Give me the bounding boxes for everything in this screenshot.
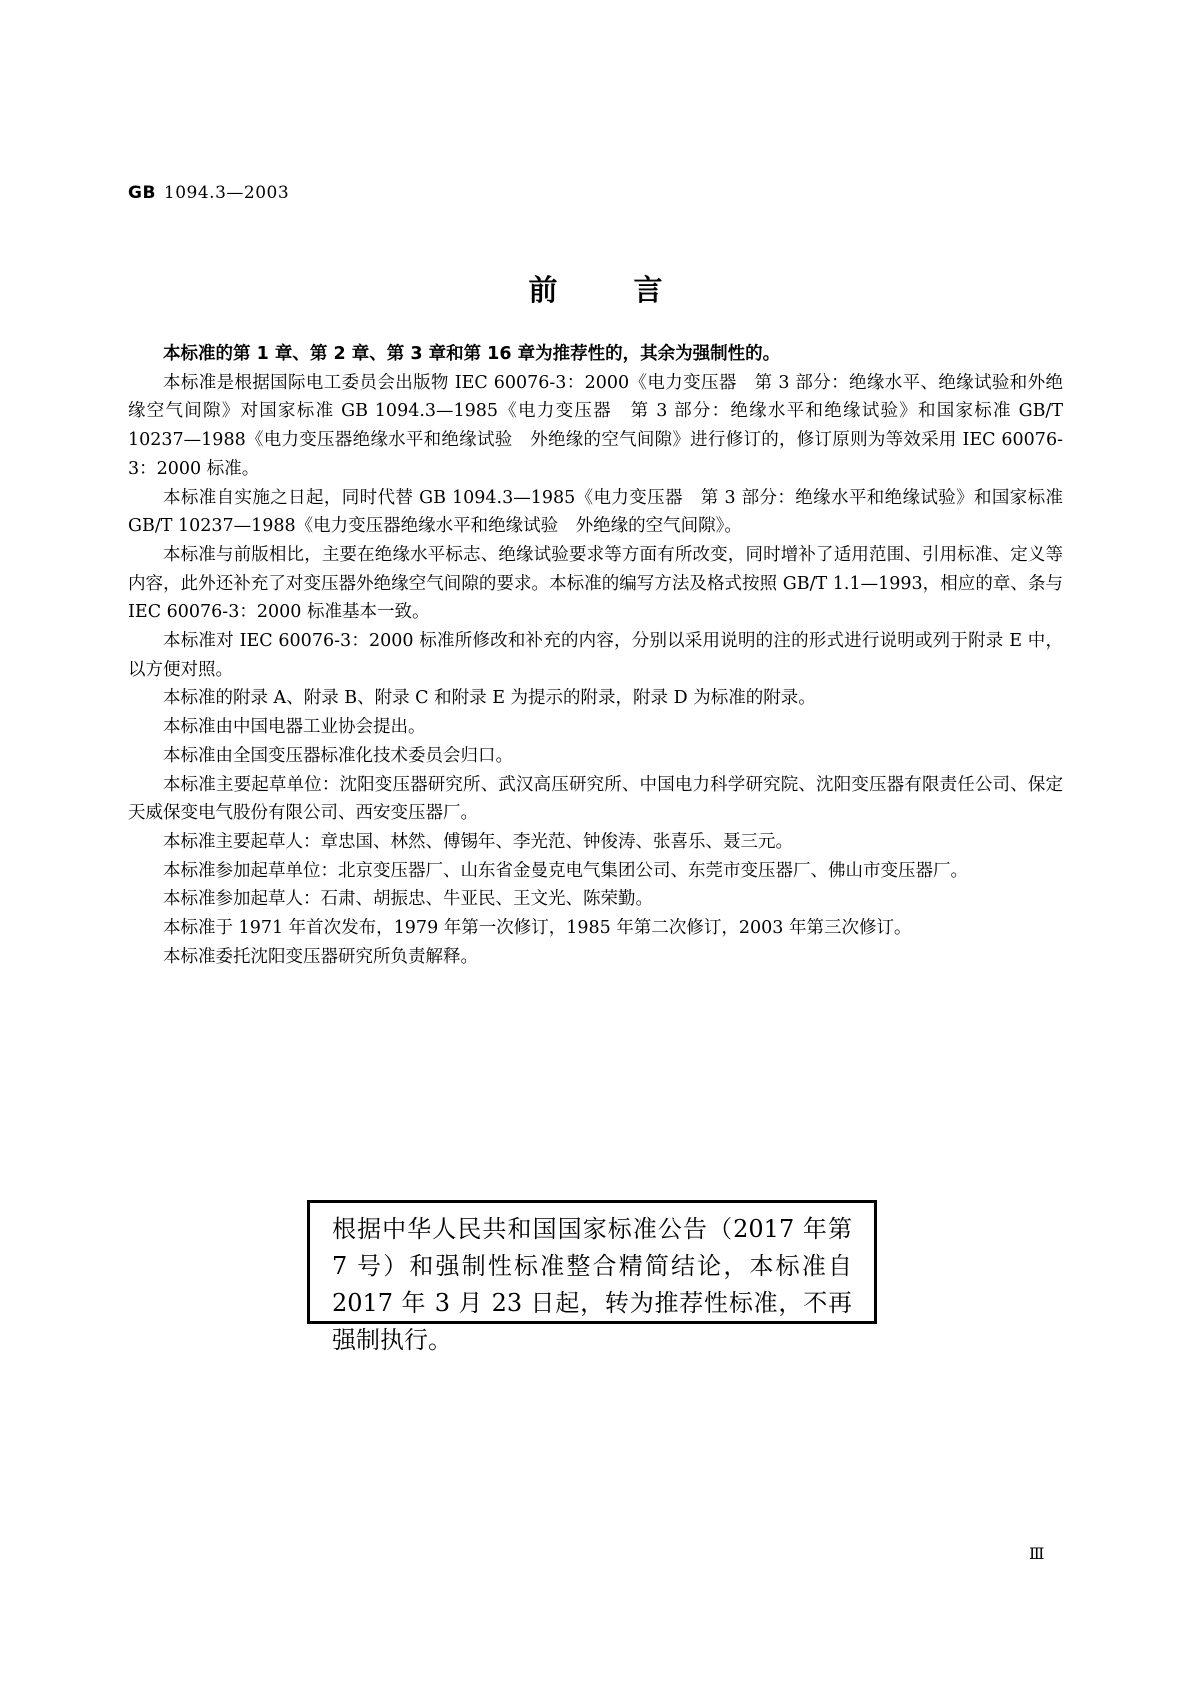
page-title: 前言 [528,273,739,307]
page-number: Ⅲ [1029,1544,1045,1563]
paragraph-interpretation: 本标准委托沈阳变压器研究所负责解释。 [163,946,478,967]
standard-number: 1094.3—2003 [163,183,290,203]
foreword-body [128,340,1063,971]
paragraph-modifications: 本标准对 IEC 60076-3：2000 标准所修改和补充的内容，分别以采用说明的注的形式进行说明或列于附录 E 中，以方便对照。 [128,631,1063,680]
paragraph-participating-units: 本标准参加起草单位：北京变压器厂、山东省金曼克电气集团公司、东莞市变压器厂、佛山市变压器厂。 [163,860,968,881]
paragraph-mandatory-scope: 本标准的第 1 章、第 2 章、第 3 章和第 16 章为推荐性的，其余为强制性的。 [163,344,781,364]
paragraph-participating-drafters: 本标准参加起草人：石肃、胡振忠、牛亚民、王文光、陈荣勤。 [163,889,653,910]
paragraph-committee: 本标准由全国变压器标准化技术委员会归口。 [163,745,513,766]
notice-box: 根据中华人民共和国国家标准公告（2017 年第 7 号）和强制性标准整合精简结论，本标准自 2017 年 3 月 23 日起，转为推荐性标准，不再强制执行。 [307,1200,877,1324]
paragraph-annexes: 本标准的附录 A、附录 B、附录 C 和附录 E 为提示的附录，附录 D 为标准的附录。 [163,688,816,709]
paragraph-history: 本标准于 1971 年首次发布，1979 年第一次修订，1985 年第二次修订，2003 年第三次修订。 [163,918,912,939]
paragraph-basis: 本标准是根据国际电工委员会出版物 IEC 60076-3：2000《电力变压器 第 3 部分：绝缘水平、绝缘试验和外绝缘空气间隙》对国家标准 GB 1094.3—1985《电力变压器 第 3 部分：绝缘水平和绝缘试验》和国家标准 GB/T 10237—1988《电力变压器绝缘水平和绝缘试验 外绝缘的空气间隙》进行修订的，修订原则为等效采用 IEC 60076-3：2000 标准。 [128,372,1063,479]
standard-prefix: GB [128,183,156,203]
paragraph-changes: 本标准与前版相比，主要在绝缘水平标志、绝缘试验要求等方面有所改变，同时增补了适用范围、引用标准、定义等内容，此外还补充了对变压器外绝缘空气间隙的要求。本标准的编写方法及格式按照 GB/T 1.1—1993，相应的章、条与 IEC 60076-3：2000 标准基本一致。 [128,544,1063,623]
standard-code [128,183,289,203]
paragraph-drafters: 本标准主要起草人：章忠国、林然、傅锡年、李光范、钟俊涛、张喜乐、聂三元。 [163,831,793,852]
paragraph-proposer: 本标准由中国电器工业协会提出。 [163,717,426,738]
paragraph-drafting-units: 本标准主要起草单位：沈阳变压器研究所、武汉高压研究所、中国电力科学研究院、沈阳变压器有限责任公司、保定天威保变电气股份有限公司、西安变压器厂。 [128,774,1063,824]
paragraph-replacement: 本标准自实施之日起，同时代替 GB 1094.3—1985《电力变压器 第 3 部分：绝缘水平和绝缘试验》和国家标准 GB/T 10237—1988《电力变压器绝缘水平和绝缘试验 外绝缘的空气间隙》。 [128,487,1063,537]
